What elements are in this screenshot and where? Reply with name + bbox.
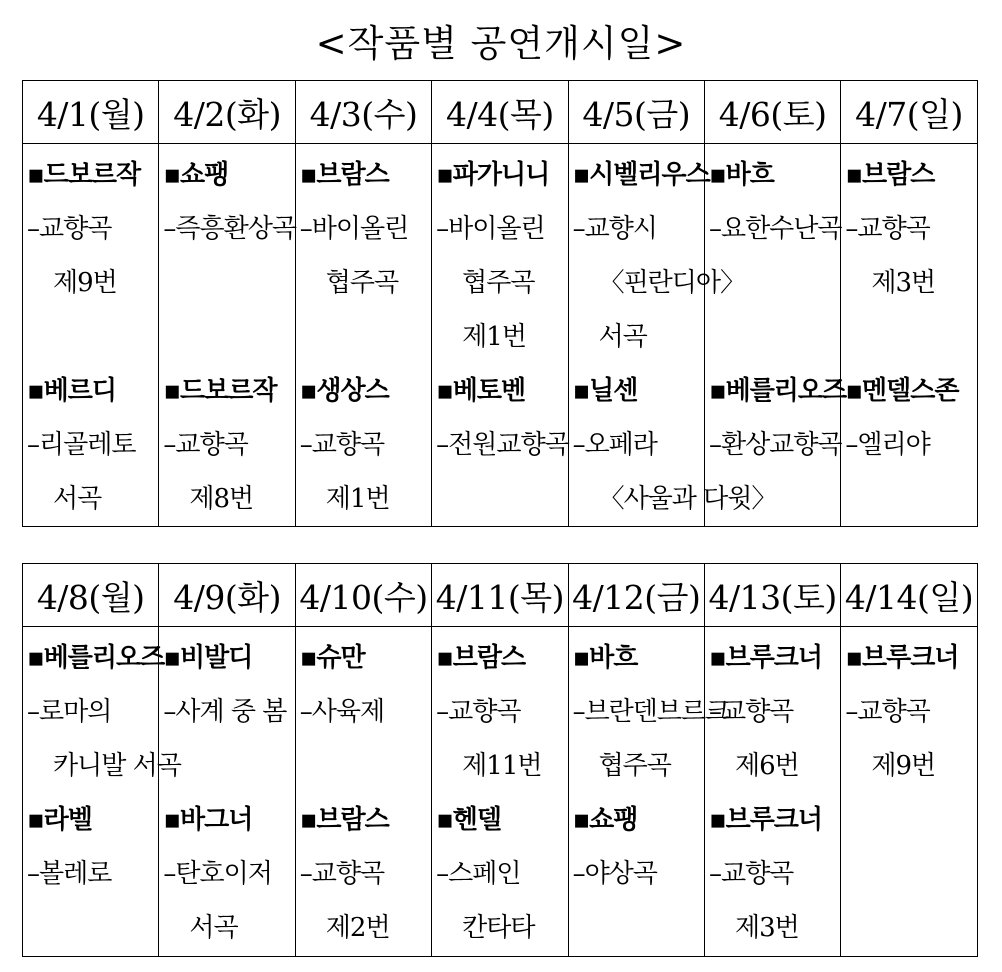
date-header: 4/13(토) bbox=[704, 564, 840, 627]
work-title: –로마의 bbox=[27, 697, 112, 727]
work-title-continuation: 협주곡 bbox=[325, 268, 399, 298]
day-cell bbox=[295, 627, 431, 957]
work-title: –스페인 bbox=[436, 859, 521, 889]
blank-line bbox=[27, 310, 158, 364]
blank-line bbox=[436, 472, 567, 526]
work-title-continuation: 칸타타 bbox=[462, 913, 535, 943]
date-header: 4/7(일) bbox=[841, 81, 977, 144]
day-cell bbox=[295, 144, 431, 527]
work-title-continuation: 제1번 bbox=[462, 322, 526, 352]
composer-name: ▪쇼팽 bbox=[572, 805, 638, 835]
work-title-continuation: 협주곡 bbox=[598, 751, 671, 781]
composer-name: ▪베를리오즈 bbox=[27, 643, 165, 673]
date-header: 4/8(월) bbox=[23, 564, 159, 627]
work-title-continuation: 서곡 bbox=[598, 322, 647, 352]
blank-line bbox=[573, 901, 704, 955]
work-title: –교향곡 bbox=[708, 859, 794, 889]
composer-name: ▪슈만 bbox=[299, 643, 365, 673]
work-title: –야상곡 bbox=[572, 859, 657, 889]
date-header: 4/2(화) bbox=[159, 81, 295, 144]
work-title-continuation: 제1번 bbox=[325, 484, 390, 514]
blank-line bbox=[845, 901, 976, 955]
blank-line bbox=[709, 310, 840, 364]
composer-name: ▪멘델스존 bbox=[845, 376, 959, 406]
day-cell bbox=[23, 627, 181, 957]
blank-line bbox=[845, 310, 976, 364]
composer-name: ▪비발디 bbox=[163, 643, 253, 673]
date-header: 4/11(목) bbox=[432, 564, 568, 627]
work-title: –탄호이저 bbox=[163, 859, 272, 889]
work-title-continuation: 제2번 bbox=[325, 913, 390, 943]
composer-name: ▪베를리오즈 bbox=[708, 376, 847, 406]
page-title: <작품별 공연개시일> bbox=[315, 22, 687, 65]
day-cell bbox=[432, 144, 568, 527]
composer-name: ▪브람스 bbox=[845, 160, 935, 190]
blank-line bbox=[27, 901, 158, 955]
work-title: –환상교향곡 bbox=[708, 430, 842, 460]
blank-line bbox=[163, 256, 294, 310]
blank-line bbox=[845, 793, 976, 847]
composer-name: ▪브람스 bbox=[299, 805, 389, 835]
composer-name: ▪바흐 bbox=[572, 643, 638, 673]
composer-name: ▪드보르작 bbox=[163, 376, 277, 406]
work-title: –사육제 bbox=[299, 697, 385, 727]
work-title: –교향곡 bbox=[845, 214, 930, 244]
date-header: 4/1(월) bbox=[23, 81, 159, 144]
date-header: 4/12(금) bbox=[568, 564, 704, 627]
work-title-continuation: 제11번 bbox=[462, 751, 542, 781]
work-title-continuation: 협주곡 bbox=[462, 268, 535, 298]
work-title-continuation: 제6번 bbox=[734, 751, 799, 781]
work-title: –교향시 bbox=[572, 214, 657, 244]
date-header-row bbox=[23, 564, 978, 627]
day-cell bbox=[23, 144, 159, 527]
date-header: 4/4(목) bbox=[432, 81, 568, 144]
work-title-continuation: 제3번 bbox=[871, 268, 936, 298]
work-title-continuation: 제3번 bbox=[734, 913, 799, 943]
composer-name: ▪바그너 bbox=[163, 805, 253, 835]
work-title: –교향곡 bbox=[708, 697, 794, 727]
work-title: –교향곡 bbox=[845, 697, 930, 727]
work-title: –엘리야 bbox=[845, 430, 930, 460]
composer-name: ▪브람스 bbox=[299, 160, 389, 190]
composer-name: ▪헨델 bbox=[436, 805, 502, 835]
blank-line bbox=[845, 472, 976, 526]
blank-line bbox=[300, 739, 431, 793]
date-header: 4/6(토) bbox=[704, 81, 840, 144]
performance-row bbox=[23, 144, 978, 527]
composer-name: ▪쇼팽 bbox=[163, 160, 229, 190]
work-title: –교향곡 bbox=[27, 214, 112, 244]
work-title-continuation: 제9번 bbox=[53, 268, 117, 298]
work-title-continuation: 제9번 bbox=[871, 751, 936, 781]
composer-name: ▪드보르작 bbox=[27, 160, 141, 190]
blank-line bbox=[163, 310, 294, 364]
work-title: –교향곡 bbox=[299, 430, 385, 460]
work-title: –사계 중 봄 bbox=[163, 697, 287, 727]
day-cell bbox=[159, 144, 295, 527]
day-cell bbox=[704, 627, 840, 957]
performance-row bbox=[23, 627, 978, 957]
blank-line bbox=[300, 310, 431, 364]
work-title-continuation: 〈핀란디아〉 bbox=[598, 268, 746, 298]
work-title-continuation: 제8번 bbox=[189, 484, 254, 514]
work-title: –바이올린 bbox=[299, 214, 409, 244]
work-title: –교향곡 bbox=[436, 697, 521, 727]
work-title: –즉흥환상곡 bbox=[163, 214, 296, 244]
composer-name: ▪브루크너 bbox=[845, 643, 959, 673]
composer-name: ▪생상스 bbox=[299, 376, 389, 406]
work-title: –바이올린 bbox=[436, 214, 545, 244]
date-header-row bbox=[23, 81, 978, 144]
work-title-continuation: 서곡 bbox=[53, 484, 102, 514]
date-header: 4/5(금) bbox=[568, 81, 704, 144]
day-cell bbox=[568, 627, 730, 957]
composer-name: ▪브루크너 bbox=[708, 805, 823, 835]
day-cell bbox=[432, 627, 568, 957]
composer-name: ▪시벨리우스 bbox=[572, 160, 710, 190]
date-header: 4/10(수) bbox=[295, 564, 431, 627]
date-header: 4/9(화) bbox=[159, 564, 295, 627]
work-title: –교향곡 bbox=[299, 859, 385, 889]
work-title: –오페라 bbox=[572, 430, 657, 460]
composer-name: ▪베토벤 bbox=[436, 376, 526, 406]
work-title: –볼레로 bbox=[27, 859, 112, 889]
day-cell bbox=[841, 144, 977, 527]
work-title: –요한수난곡 bbox=[708, 214, 842, 244]
work-title-continuation: 카니발 서곡 bbox=[53, 751, 181, 781]
day-cell bbox=[704, 144, 847, 527]
work-title: –교향곡 bbox=[163, 430, 248, 460]
composer-name: ▪베르디 bbox=[27, 376, 116, 406]
composer-name: ▪브람스 bbox=[436, 643, 526, 673]
composer-name: ▪파가니니 bbox=[436, 160, 550, 190]
composer-name: ▪바흐 bbox=[708, 160, 774, 190]
date-header: 4/3(수) bbox=[295, 81, 431, 144]
work-title: –전원교향곡 bbox=[436, 430, 569, 460]
date-header: 4/14(일) bbox=[841, 564, 977, 627]
composer-name: ▪라벨 bbox=[27, 805, 92, 835]
blank-line bbox=[845, 847, 976, 901]
blank-line bbox=[163, 739, 294, 793]
day-cell bbox=[841, 627, 977, 957]
composer-name: ▪브루크너 bbox=[708, 643, 823, 673]
work-title-continuation: 〈사울과 다윗〉 bbox=[598, 484, 777, 514]
work-title: –브란덴브르크 bbox=[572, 697, 730, 727]
work-title: –리골레토 bbox=[27, 430, 136, 460]
schedule-table-week-2 bbox=[22, 563, 978, 957]
schedule-table-week-1 bbox=[22, 80, 978, 527]
composer-name: ▪닐센 bbox=[572, 376, 638, 406]
work-title-continuation: 서곡 bbox=[189, 913, 238, 943]
